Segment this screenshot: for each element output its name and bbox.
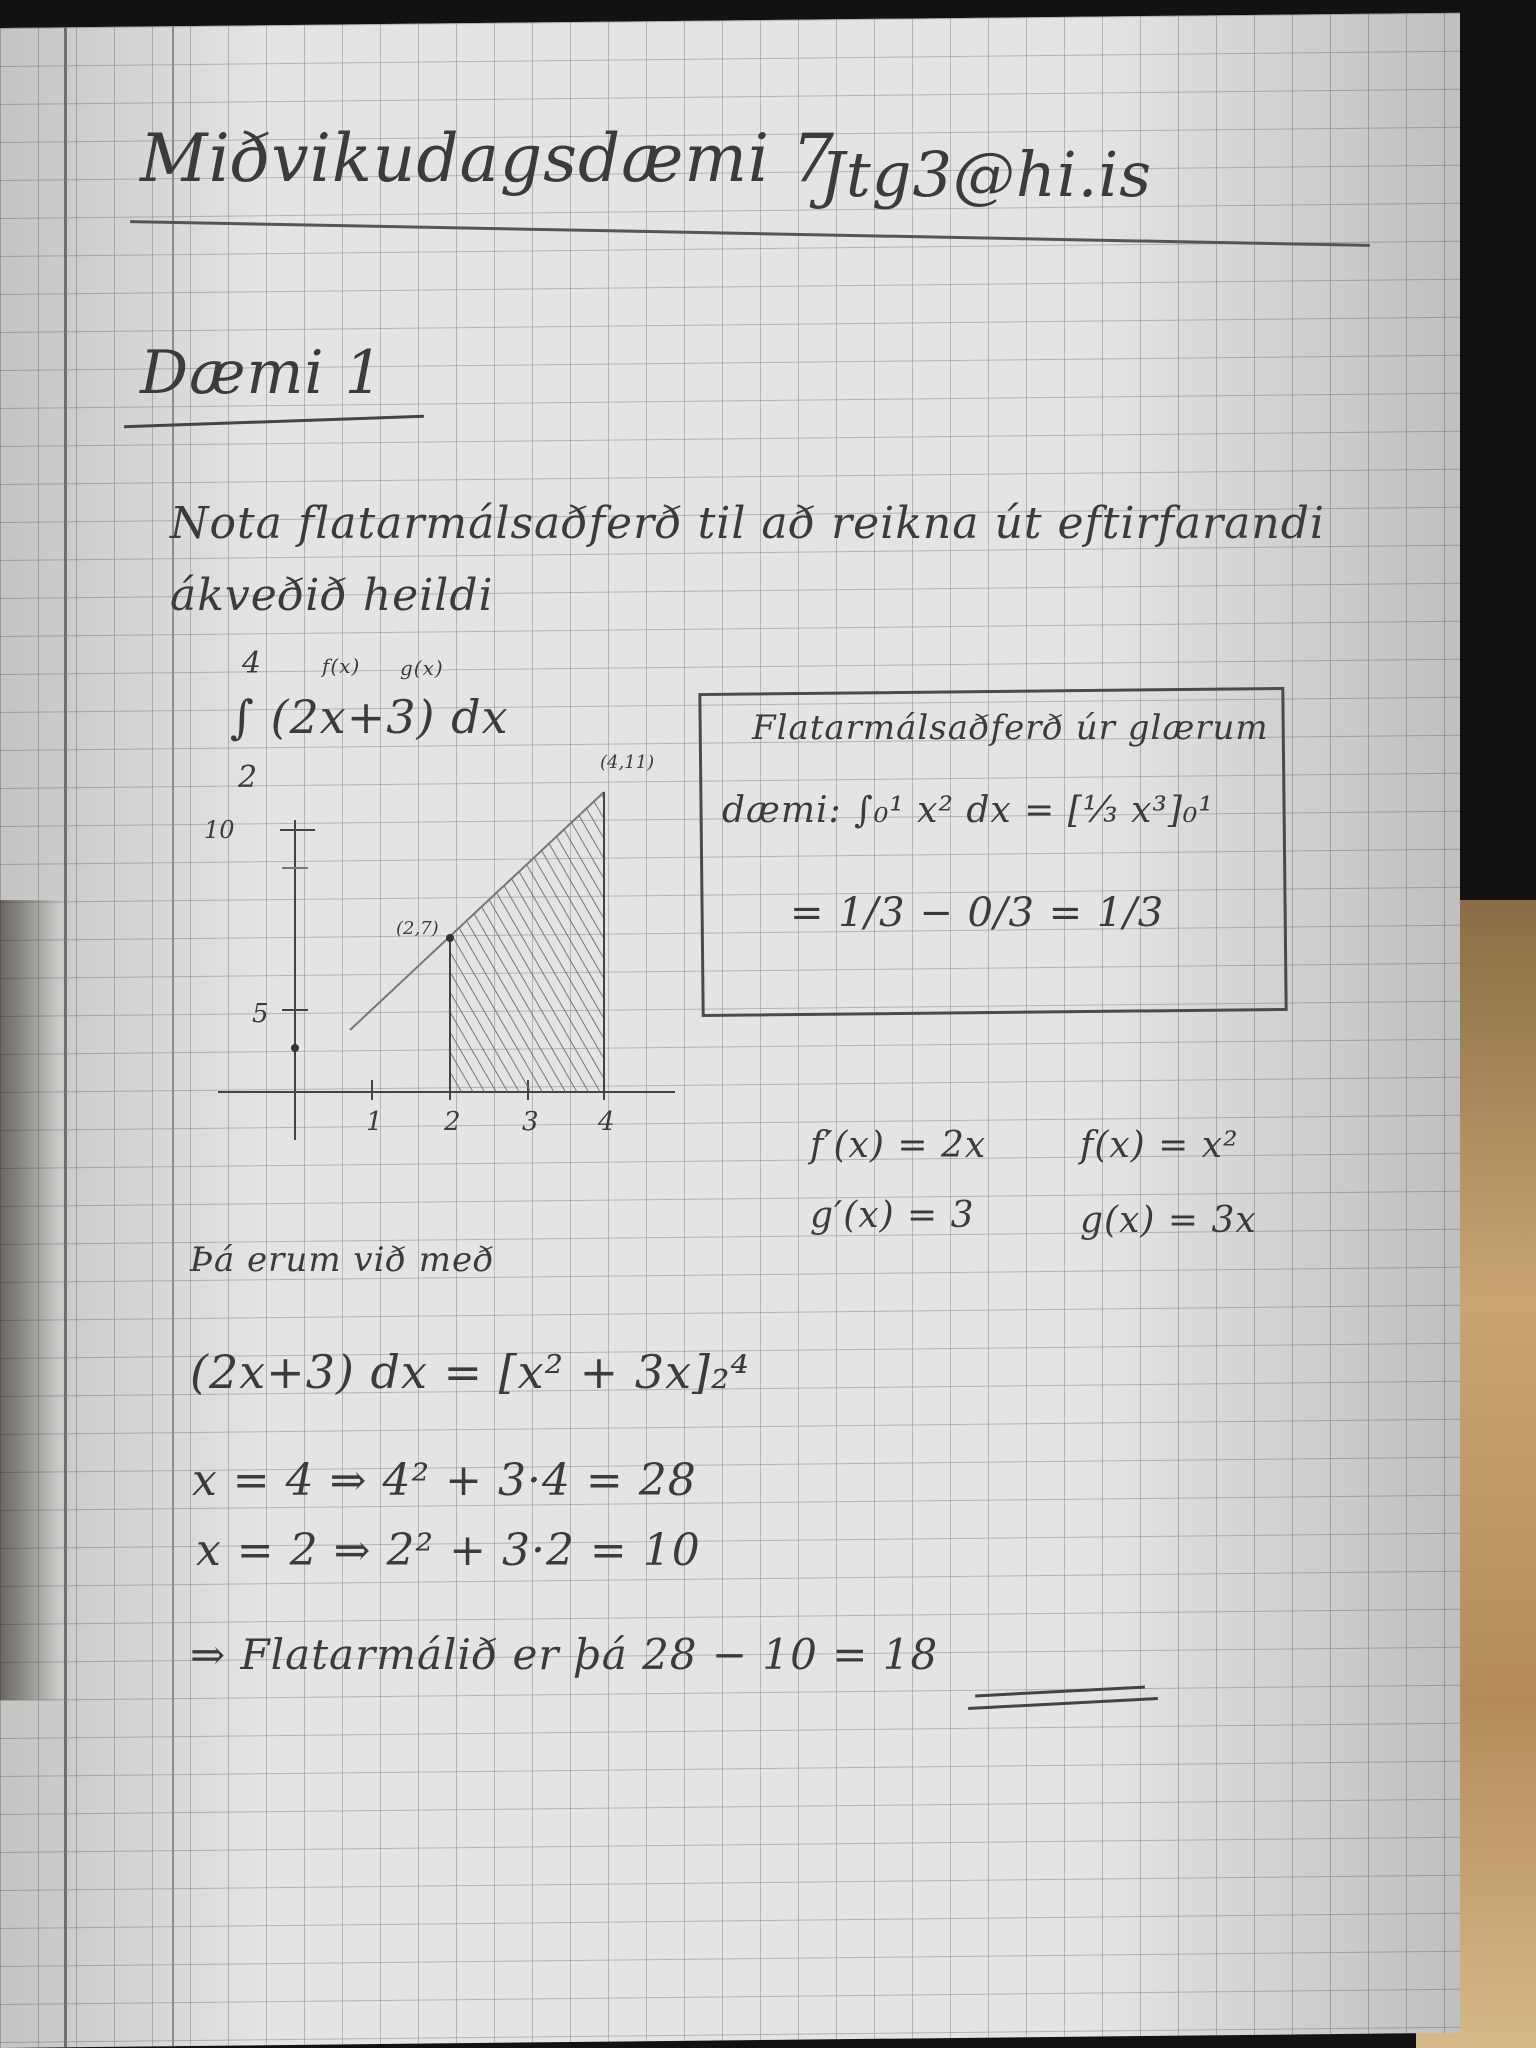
solution-intro: Þá erum við með: [190, 1240, 495, 1280]
integral-upper-limit: 4: [242, 646, 263, 681]
integral-expression: ∫ (2x+3) dx: [230, 690, 509, 744]
x-tick-label-1: 1: [366, 1107, 383, 1137]
hand-shadow: [0, 900, 60, 1700]
instruction-line-2: ákveðið heildi: [170, 570, 494, 621]
f-prime: f′(x) = 2x: [810, 1125, 987, 1166]
x-tick-label-2: 2: [444, 1107, 461, 1137]
solution-answer: ⇒ Flatarmálið er þá 28 − 10 = 18: [190, 1630, 939, 1679]
box-result: = 1/3 − 0/3 = 1/3: [790, 890, 1165, 936]
y-intercept-point: [291, 1044, 299, 1052]
shaded-area: [450, 792, 604, 1092]
point-high-label: (4,11): [600, 752, 655, 773]
solution-antiderivative: (2x+3) dx = [x² + 3x]₂⁴: [190, 1345, 750, 1399]
g-function: g(x) = 3x: [1080, 1200, 1257, 1241]
page-spine-line: [64, 27, 67, 2047]
x-tick-label-4: 4: [598, 1107, 615, 1137]
page-title: Miðvikudagsdæmi 7: [140, 120, 835, 197]
f-function: f(x) = x²: [1080, 1125, 1239, 1166]
integral-lower-limit: 2: [238, 760, 259, 795]
g-label: g(x): [400, 656, 444, 680]
instruction-line-1: Nota flatarmálsaðferð til að reikna út eftirfarandi: [170, 498, 1325, 549]
margin-line: [172, 26, 174, 2046]
author-email: Jtg3@hi.is: [820, 138, 1153, 211]
g-prime: g′(x) = 3: [810, 1195, 975, 1236]
solution-eval-upper: x = 4 ⇒ 4² + 3·4 = 28: [192, 1455, 697, 1506]
solution-eval-lower: x = 2 ⇒ 2² + 3·2 = 10: [196, 1525, 701, 1576]
exercise-heading: Dæmi 1: [140, 338, 384, 408]
x-tick-label-3: 3: [522, 1107, 539, 1137]
point-low-label: (2,7): [396, 918, 439, 939]
box-example: dæmi: ∫₀¹ x² dx = [⅓ x³]₀¹: [722, 790, 1214, 831]
point-2-7: [446, 934, 454, 942]
f-label: f(x): [322, 654, 361, 678]
box-title: Flatarmálsaðferð úr glærum: [752, 708, 1269, 748]
y-tick-label-10: 10: [204, 816, 235, 844]
area-sketch-graph: [200, 720, 680, 1140]
y-tick-label-5: 5: [252, 999, 269, 1029]
